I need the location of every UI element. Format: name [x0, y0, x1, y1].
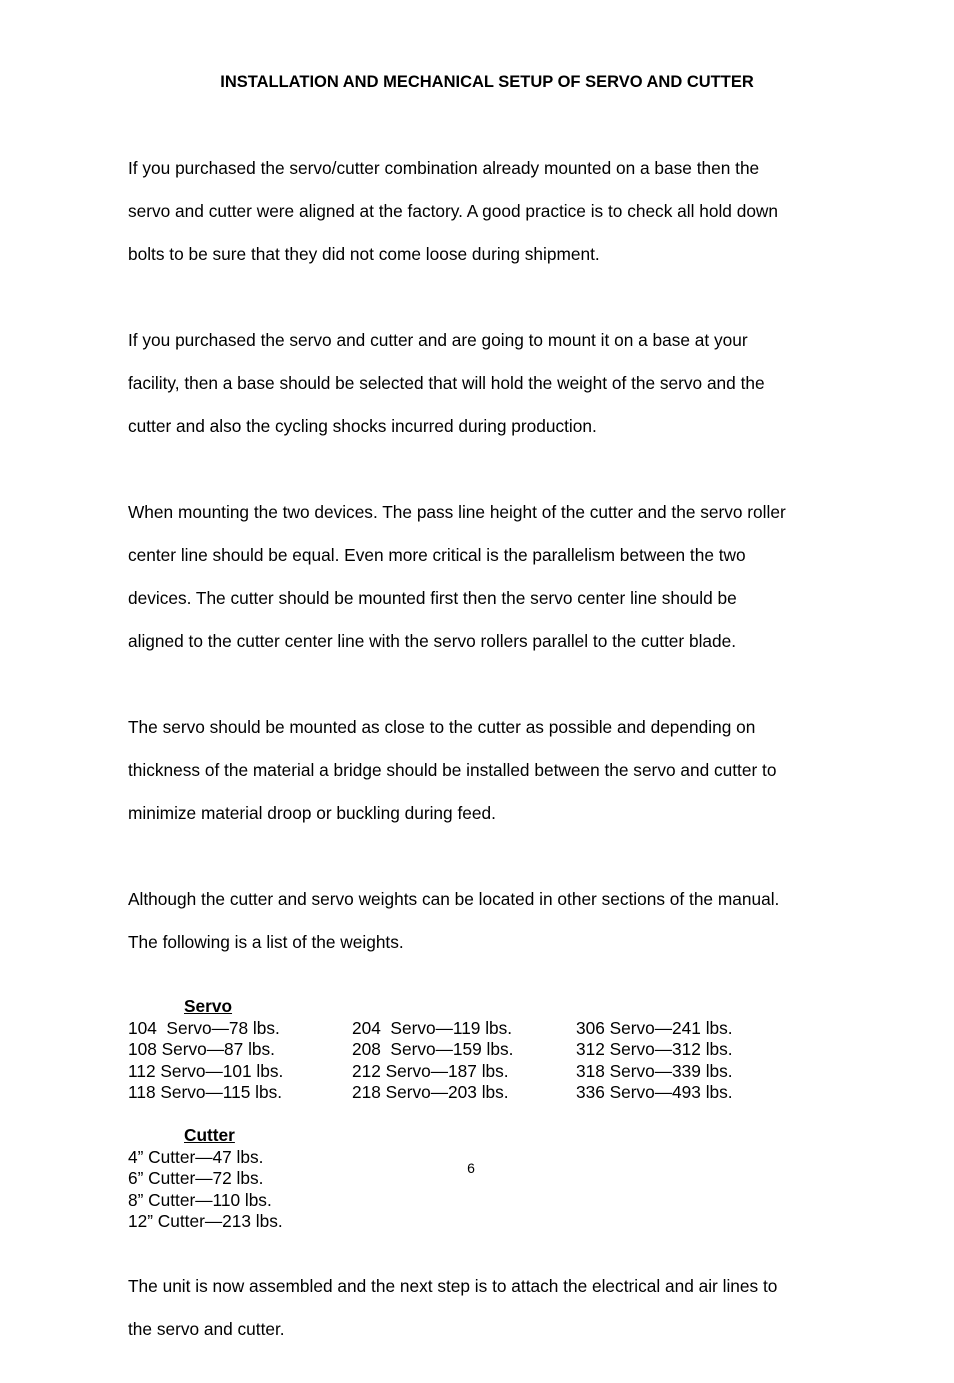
text-line: center line should be equal. Even more critical is the parallelism between the two	[128, 544, 746, 565]
cutter-weight-item: 8” Cutter—110 lbs.	[128, 1189, 272, 1210]
text-line: cutter and also the cycling shocks incurred during production.	[128, 415, 597, 436]
text-line: devices. The cutter should be mounted first then the servo center line should be	[128, 587, 737, 608]
servo-heading: Servo	[184, 996, 233, 1016]
servo-weight-item: 112 Servo—101 lbs.	[128, 1060, 284, 1081]
paragraph-factory-mounted	[128, 136, 858, 287]
servo-column-100-series	[128, 1018, 352, 1104]
page-title: INSTALLATION AND MECHANICAL SETUP OF SERVO AND CUTTER	[220, 73, 754, 91]
servo-weight-item: 212 Servo—187 lbs.	[352, 1060, 509, 1081]
cutter-heading: Cutter	[184, 1125, 235, 1145]
page-number: 6	[467, 1160, 475, 1176]
text-line: facility, then a base should be selected that will hold the weight of the servo and the	[128, 372, 765, 393]
paragraph-closing	[128, 1254, 858, 1362]
paragraph-weights-intro	[128, 867, 858, 975]
text-line: When mounting the two devices. The pass line height of the cutter and the servo roller	[128, 501, 786, 522]
servo-weight-item: 108 Servo—87 lbs.	[128, 1039, 275, 1059]
text-line: thickness of the material a bridge should be installed between the servo and cutter to	[128, 759, 777, 780]
text-line: bolts to be sure that they did not come loose during shipment.	[128, 243, 600, 264]
cutter-weight-item: 12” Cutter—213 lbs.	[128, 1211, 283, 1231]
servo-weight-item: 318 Servo—339 lbs.	[576, 1060, 733, 1081]
text-line: The servo should be mounted as close to the cutter as possible and depending on	[128, 716, 756, 737]
text-line: minimize material droop or buckling during feed.	[128, 802, 496, 823]
servo-column-300-series	[576, 1018, 800, 1104]
text-line: servo and cutter were aligned at the factory. A good practice is to check all hold down	[128, 200, 779, 221]
text-line: aligned to the cutter center line with the servo rollers parallel to the cutter blade.	[128, 630, 737, 651]
text-line: The following is a list of the weights.	[128, 931, 404, 952]
servo-weight-item: 204 Servo—119 lbs.	[352, 1017, 513, 1038]
servo-weights-table	[128, 1018, 858, 1104]
servo-weight-item: 104 Servo—78 lbs.	[128, 1017, 280, 1038]
text-line: Although the cutter and servo weights can be located in other sections of the manual.	[128, 888, 780, 909]
paragraph-base-selection	[128, 308, 858, 459]
text-line: If you purchased the servo/cutter combination already mounted on a base then the	[128, 157, 760, 178]
servo-weight-item: 118 Servo—115 lbs.	[128, 1082, 283, 1102]
servo-weight-item: 312 Servo—312 lbs.	[576, 1039, 733, 1059]
paragraph-bridge	[128, 695, 858, 846]
servo-weight-item: 218 Servo—203 lbs.	[352, 1082, 509, 1102]
text-line: The unit is now assembled and the next step is to attach the electrical and air lines to	[128, 1275, 778, 1296]
servo-weight-item: 208 Servo—159 lbs.	[352, 1039, 514, 1059]
paragraph-mounting-alignment	[128, 480, 858, 674]
servo-weight-item: 336 Servo—493 lbs.	[576, 1082, 733, 1102]
servo-column-200-series	[352, 1018, 576, 1104]
document-body	[128, 136, 858, 1383]
text-line: the servo and cutter.	[128, 1318, 285, 1339]
cutter-weight-item: 4” Cutter—47 lbs.	[128, 1146, 264, 1167]
cutter-weight-item: 6” Cutter—72 lbs.	[128, 1168, 264, 1188]
text-line: If you purchased the servo and cutter and are going to mount it on a base at your	[128, 329, 748, 350]
servo-weight-item: 306 Servo—241 lbs.	[576, 1017, 733, 1038]
